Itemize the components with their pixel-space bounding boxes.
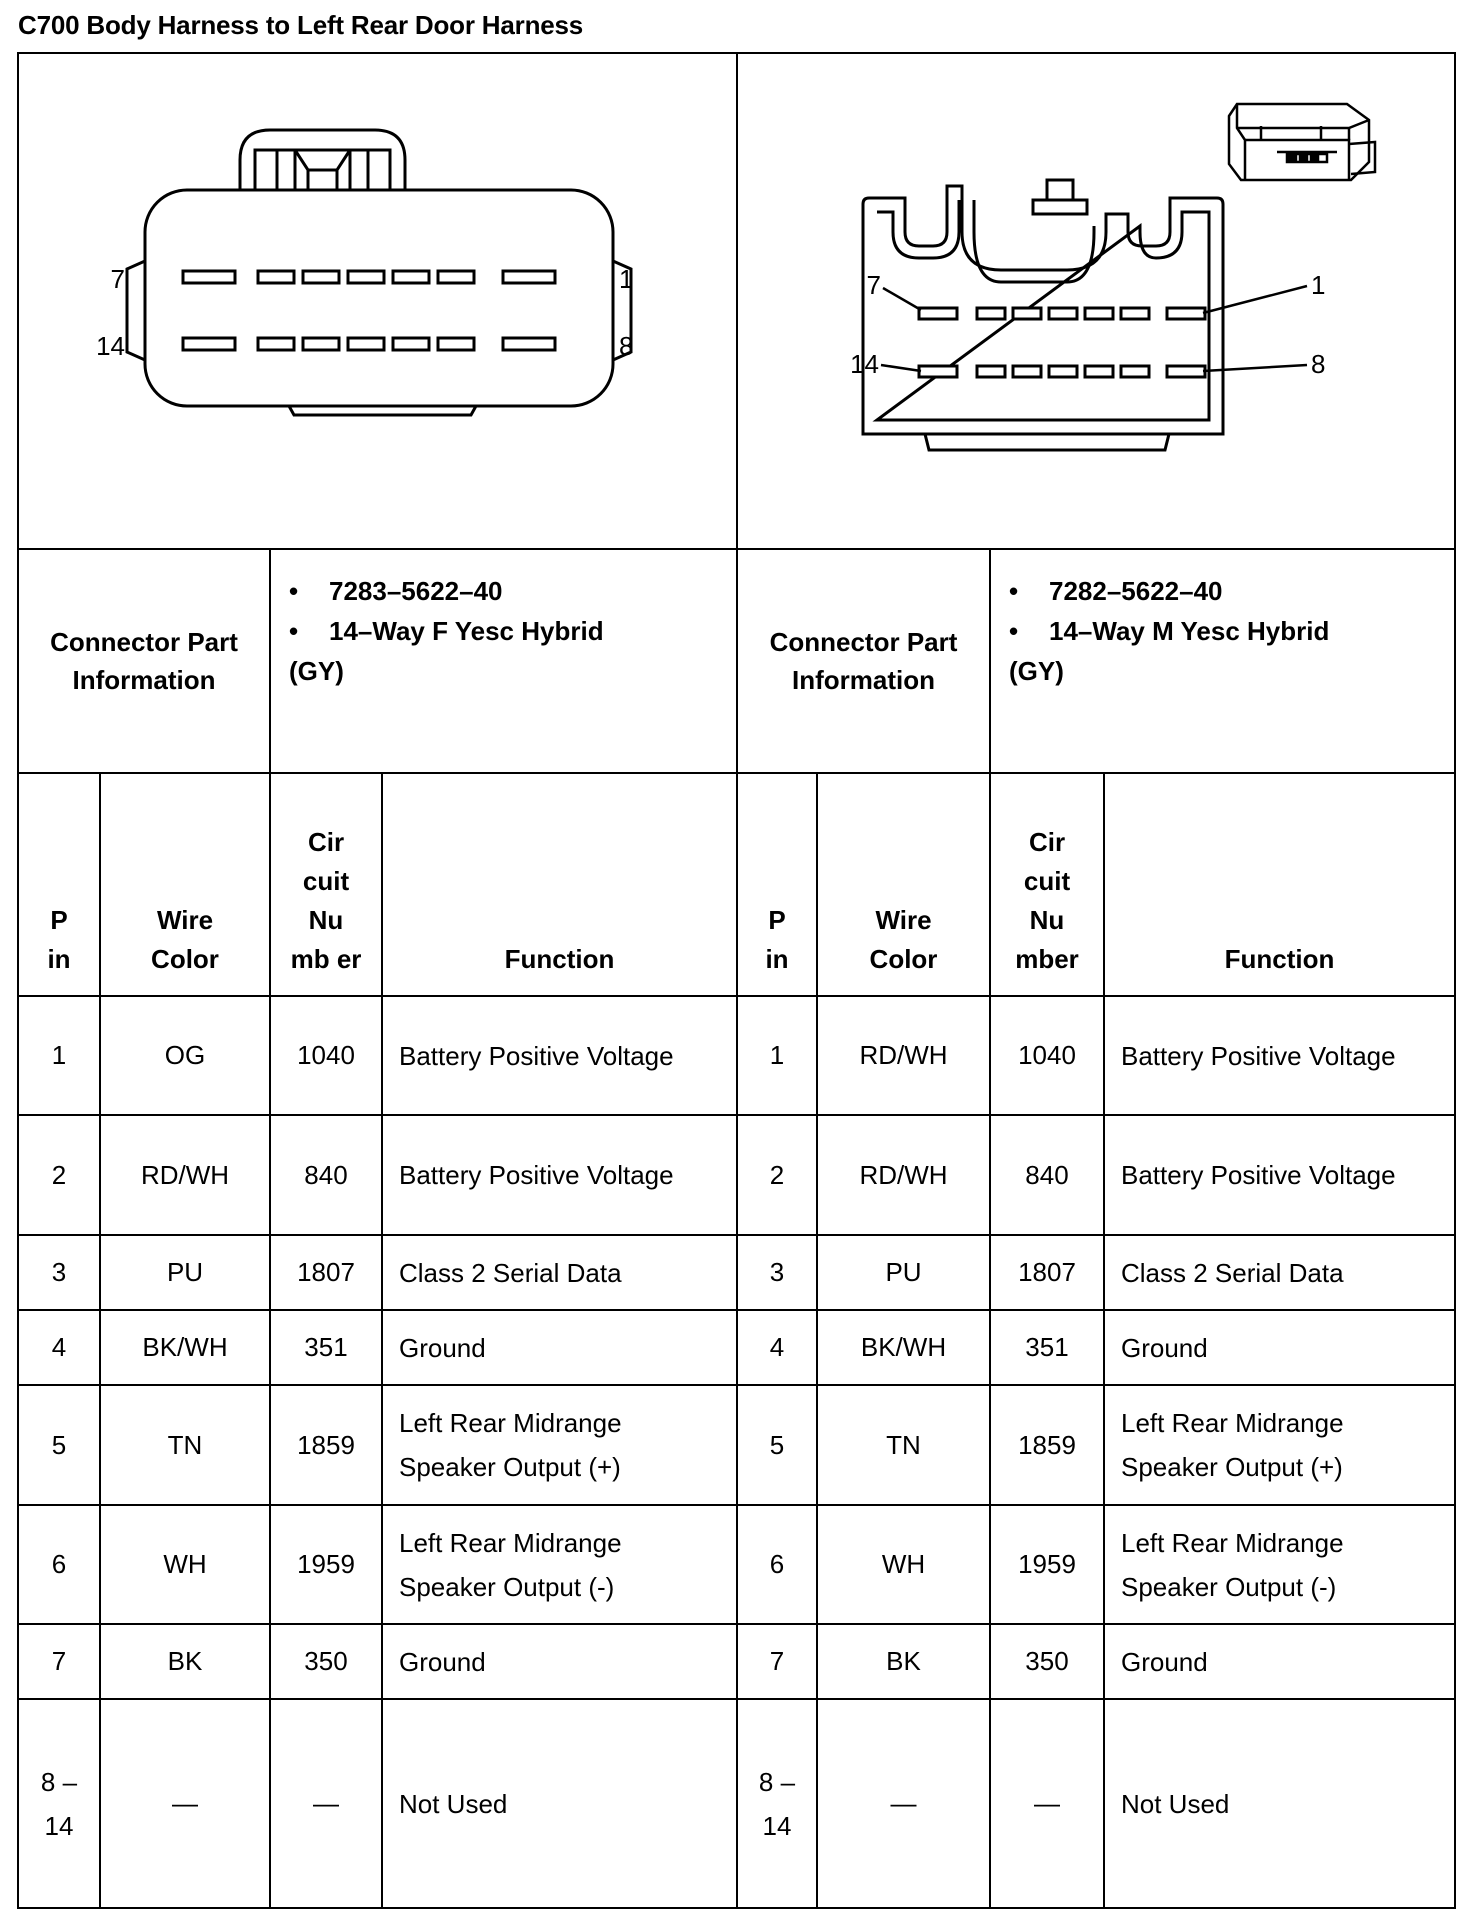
right-header-circuit-number: Cir cuit Nu mber bbox=[1015, 827, 1079, 974]
right-row-5-function: Left Rear Midrange Speaker Output (+) bbox=[1121, 1408, 1344, 1482]
page-title: C700 Body Harness to Left Rear Door Harness bbox=[18, 10, 584, 40]
left-row-1-wire-color: OG bbox=[164, 1040, 206, 1070]
left-row-5-circuit: 1859 bbox=[297, 1429, 355, 1460]
left-row-8-wire-color: — bbox=[172, 1788, 198, 1818]
right-row-7-pin: 7 bbox=[769, 1646, 785, 1676]
left-connector-description: 14–Way F Yesc Hybrid bbox=[329, 616, 604, 646]
left-row-1-circuit: 1040 bbox=[297, 1040, 355, 1070]
left-row-5-function: Left Rear Midrange Speaker Output (+) bbox=[399, 1408, 622, 1482]
left-row-5-pin: 5 bbox=[51, 1429, 67, 1460]
left-row-6-function: Left Rear Midrange Speaker Output (-) bbox=[399, 1527, 622, 1602]
left-row-3-pin: 3 bbox=[51, 1257, 67, 1287]
left-row-3-circuit: 1807 bbox=[297, 1257, 355, 1287]
left-row-4-circuit: 351 bbox=[304, 1332, 348, 1362]
left-row-8-pin: 8 – 14 bbox=[40, 1766, 78, 1841]
left-pin-label-8: 8 bbox=[619, 331, 634, 361]
right-pin-label-7: 7 bbox=[866, 270, 881, 300]
left-row-1-pin: 1 bbox=[51, 1040, 67, 1070]
right-row-2-circuit: 840 bbox=[1025, 1159, 1069, 1190]
right-row-7-wire-color: BK bbox=[886, 1646, 921, 1676]
right-row-3-circuit: 1807 bbox=[1018, 1257, 1076, 1287]
left-row-6-wire-color: WH bbox=[163, 1549, 207, 1579]
right-connector-info-label: Connector Part Information bbox=[769, 627, 958, 695]
right-row-8-pin: 8 – 14 bbox=[758, 1766, 796, 1841]
left-row-7-circuit: 350 bbox=[304, 1646, 348, 1676]
right-row-6-pin: 6 bbox=[769, 1549, 785, 1579]
left-part-number: 7283–5622–40 bbox=[329, 576, 503, 606]
right-bullet-2: • bbox=[1009, 616, 1019, 646]
left-bullet-1: • bbox=[289, 576, 299, 606]
right-header-pin: P in bbox=[765, 905, 789, 974]
left-row-5-wire-color: TN bbox=[167, 1429, 203, 1460]
left-pin-label-1: 1 bbox=[619, 264, 634, 294]
left-row-7-function: Ground bbox=[399, 1646, 486, 1677]
left-header-wire-color: Wire Color bbox=[151, 905, 219, 974]
left-pin-cavities bbox=[183, 271, 555, 350]
right-row-5-pin: 5 bbox=[769, 1429, 785, 1460]
right-row-2-wire-color: RD/WH bbox=[859, 1159, 948, 1190]
left-row-2-pin: 2 bbox=[51, 1159, 67, 1190]
left-row-4-function: Ground bbox=[399, 1332, 486, 1363]
left-row-7-pin: 7 bbox=[51, 1646, 67, 1676]
male-connector-diagram bbox=[737, 54, 1454, 550]
left-row-2-function: Battery Positive Voltage bbox=[399, 1160, 674, 1190]
right-header-function: Function bbox=[1224, 944, 1335, 974]
female-connector-diagram bbox=[19, 54, 737, 550]
right-row-5-circuit: 1859 bbox=[1018, 1429, 1076, 1460]
right-row-4-function: Ground bbox=[1121, 1332, 1208, 1363]
right-row-7-function: Ground bbox=[1121, 1646, 1208, 1677]
left-row-4-wire-color: BK/WH bbox=[142, 1332, 228, 1362]
right-row-3-pin: 3 bbox=[769, 1257, 785, 1287]
left-row-8-function: Not Used bbox=[399, 1788, 508, 1819]
left-pin-label-7: 7 bbox=[110, 264, 125, 294]
connector-3d-thumbnail bbox=[1229, 104, 1375, 180]
left-header-function: Function bbox=[504, 944, 615, 974]
right-row-2-pin: 2 bbox=[769, 1159, 785, 1190]
right-row-6-wire-color: WH bbox=[881, 1549, 926, 1579]
right-row-1-circuit: 1040 bbox=[1018, 1040, 1076, 1070]
right-pin-cavities bbox=[919, 308, 1205, 377]
right-connector-color: (GY) bbox=[1009, 656, 1064, 686]
left-bullet-2: • bbox=[289, 616, 299, 646]
left-row-6-circuit: 1959 bbox=[297, 1549, 355, 1579]
right-pin-label-14: 14 bbox=[850, 349, 879, 379]
right-row-5-wire-color: TN bbox=[886, 1429, 921, 1460]
right-row-1-wire-color: RD/WH bbox=[859, 1040, 948, 1070]
left-row-7-wire-color: BK bbox=[167, 1646, 203, 1676]
right-row-3-wire-color: PU bbox=[885, 1257, 922, 1287]
right-row-8-wire-color: — bbox=[890, 1788, 917, 1818]
right-row-6-function: Left Rear Midrange Speaker Output (-) bbox=[1121, 1527, 1344, 1602]
left-row-8-circuit: — bbox=[313, 1788, 339, 1818]
left-pin-label-14: 14 bbox=[96, 331, 125, 361]
right-row-4-wire-color: BK/WH bbox=[860, 1332, 947, 1362]
left-connector-details bbox=[289, 571, 729, 691]
left-connector-color: (GY) bbox=[289, 656, 344, 686]
right-row-4-pin: 4 bbox=[769, 1332, 785, 1362]
right-row-8-circuit: — bbox=[1034, 1788, 1060, 1818]
left-row-4-pin: 4 bbox=[51, 1332, 67, 1362]
left-row-2-wire-color: RD/WH bbox=[140, 1159, 230, 1190]
right-header-wire-color: Wire Color bbox=[869, 905, 938, 974]
right-pin-label-1: 1 bbox=[1311, 270, 1326, 300]
left-header-pin: P in bbox=[47, 905, 71, 974]
left-row-6-pin: 6 bbox=[51, 1549, 67, 1579]
left-row-3-function: Class 2 Serial Data bbox=[399, 1257, 622, 1288]
right-pin-label-8: 8 bbox=[1311, 349, 1326, 379]
left-header-circuit-number: Cir cuit Nu mb er bbox=[290, 827, 362, 974]
left-row-3-wire-color: PU bbox=[166, 1257, 204, 1287]
right-connector-details bbox=[1009, 571, 1449, 691]
left-row-2-circuit: 840 bbox=[304, 1159, 348, 1190]
right-row-7-circuit: 350 bbox=[1025, 1646, 1069, 1676]
right-row-1-pin: 1 bbox=[769, 1040, 785, 1070]
right-bullet-1: • bbox=[1009, 576, 1019, 606]
right-row-1-function: Battery Positive Voltage bbox=[1121, 1040, 1396, 1071]
right-part-number: 7282–5622–40 bbox=[1049, 576, 1223, 606]
right-connector-description: 14–Way M Yesc Hybrid bbox=[1049, 616, 1330, 646]
left-connector-info-label: Connector Part Information bbox=[50, 627, 238, 695]
right-row-2-function: Battery Positive Voltage bbox=[1121, 1160, 1396, 1190]
right-row-6-circuit: 1959 bbox=[1018, 1549, 1076, 1579]
right-row-3-function: Class 2 Serial Data bbox=[1121, 1257, 1344, 1288]
left-row-1-function: Battery Positive Voltage bbox=[399, 1040, 674, 1071]
right-row-8-function: Not Used bbox=[1121, 1788, 1230, 1819]
connector-sheet bbox=[17, 52, 1456, 1909]
right-row-4-circuit: 351 bbox=[1025, 1332, 1069, 1362]
